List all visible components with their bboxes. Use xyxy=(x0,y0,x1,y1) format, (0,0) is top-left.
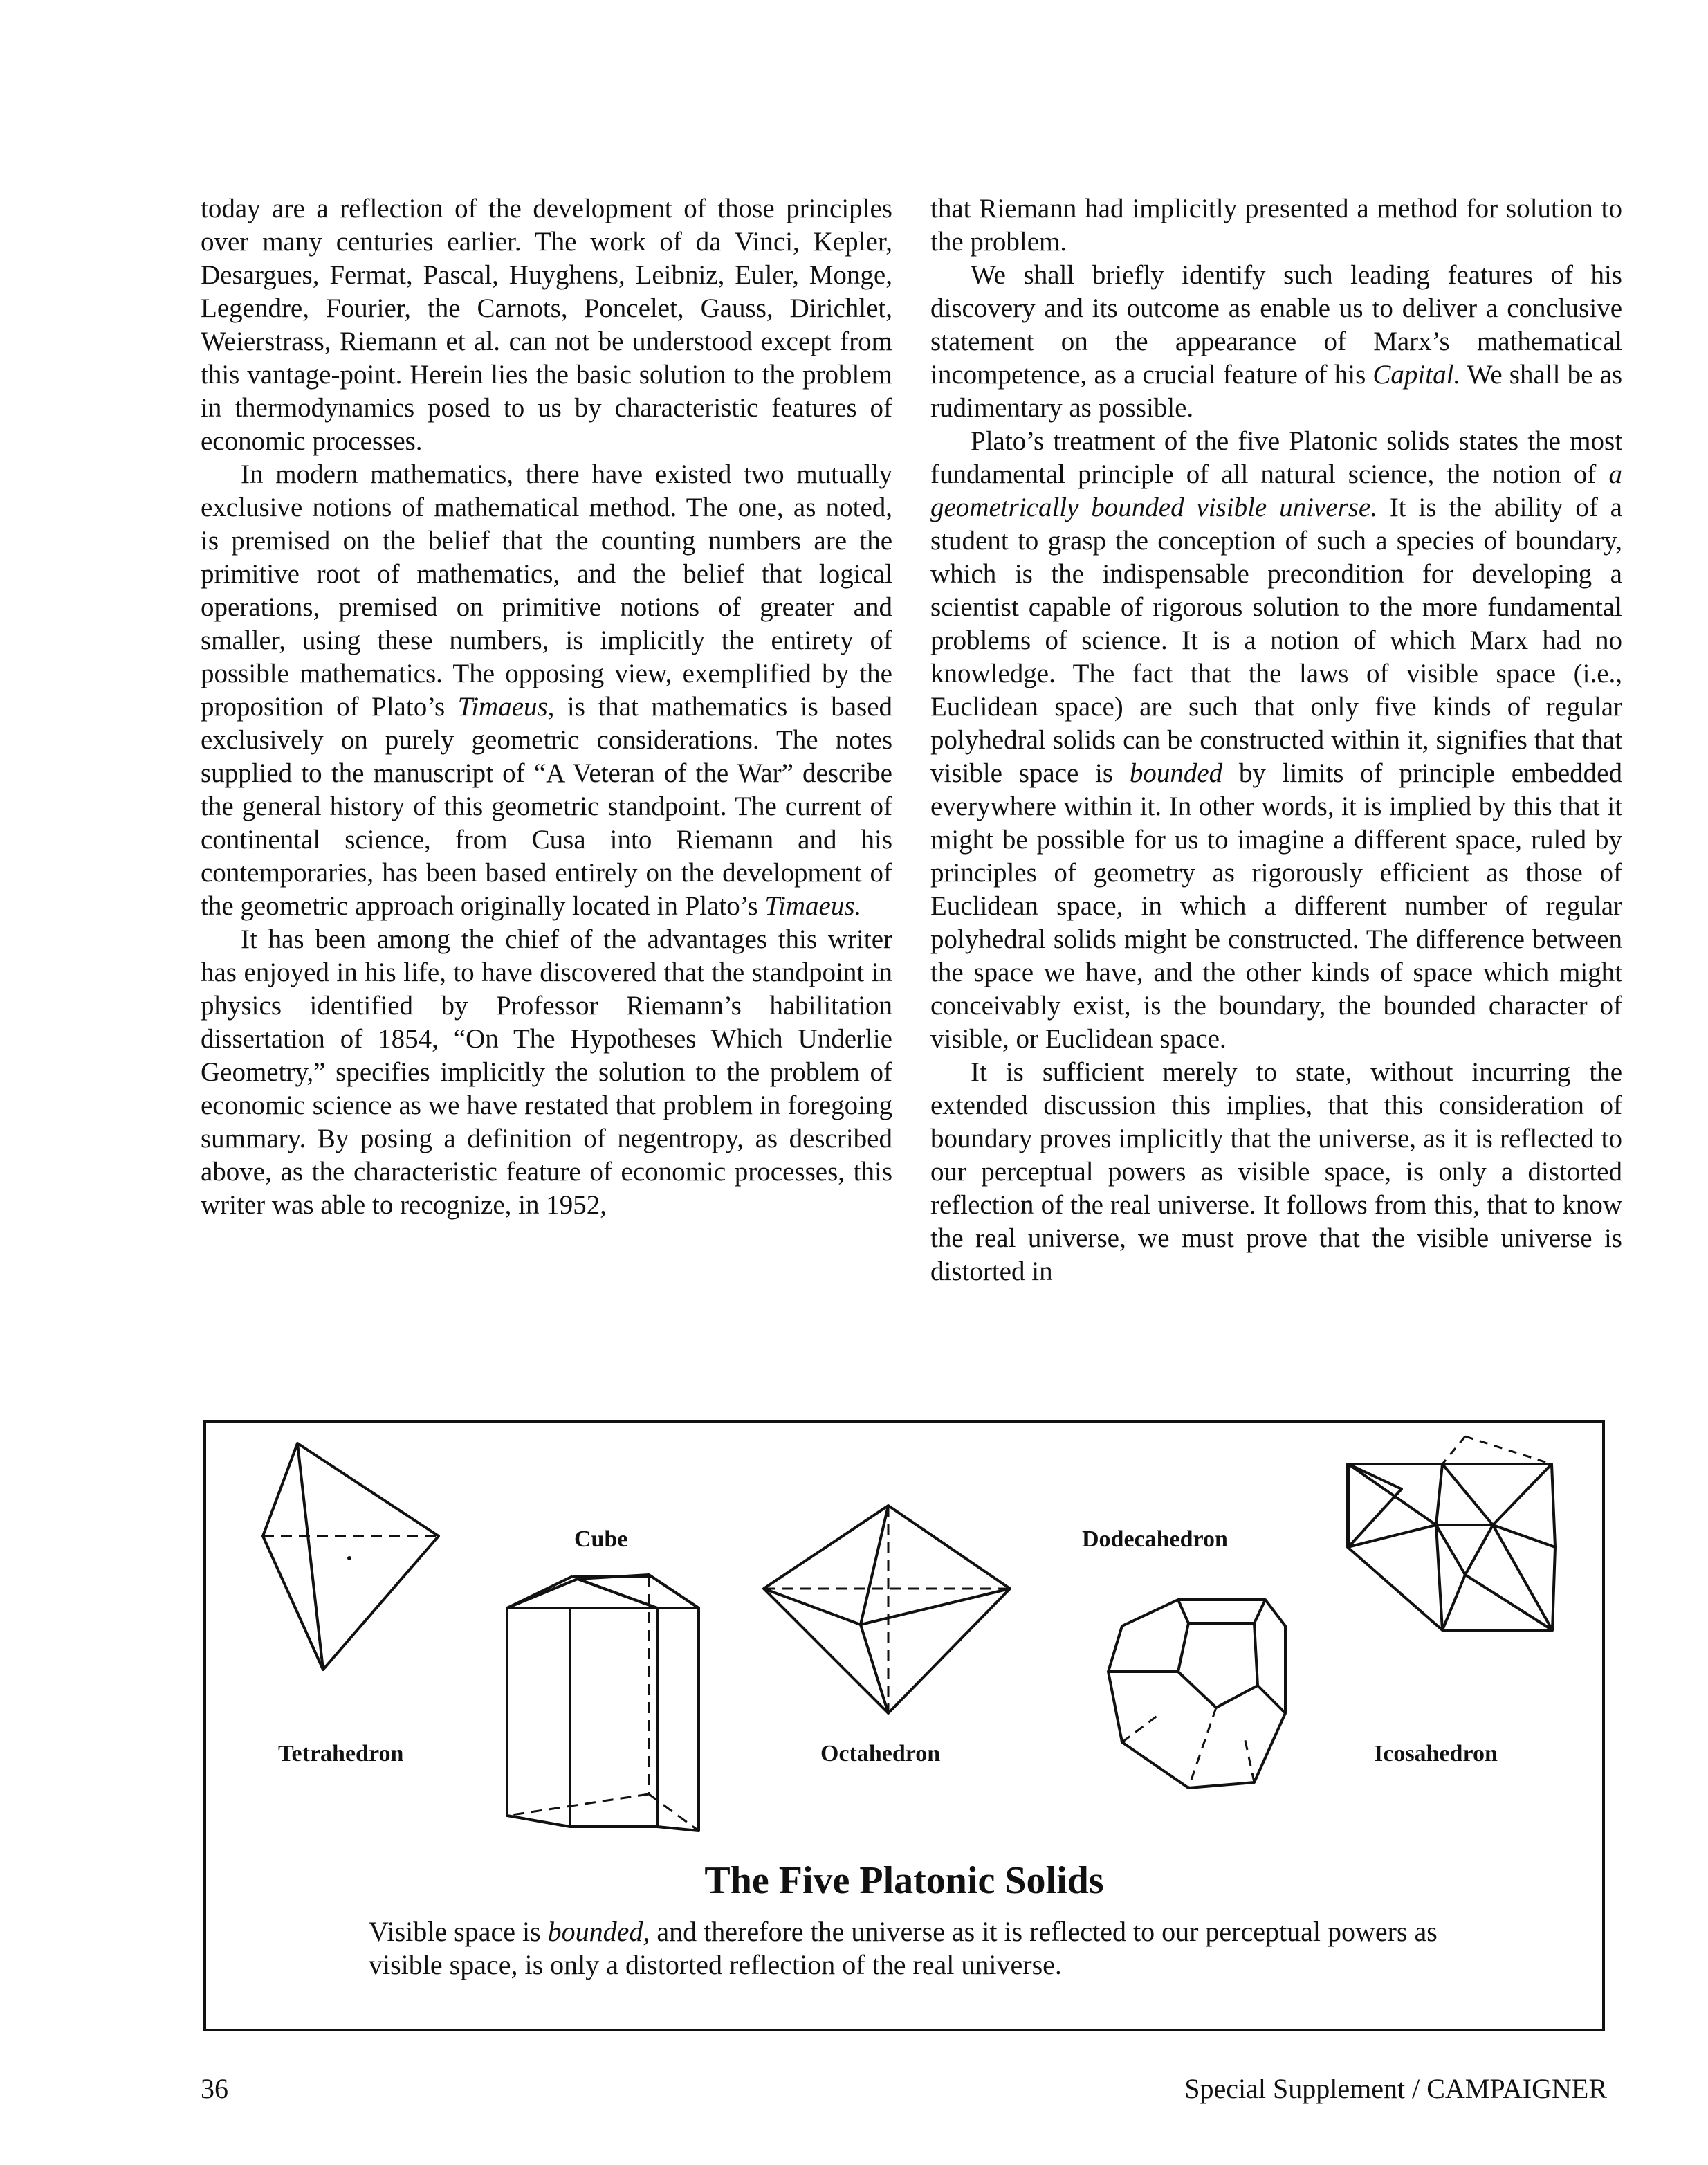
cube-icon xyxy=(507,1575,699,1831)
paragraph: We shall briefly identify such leading features of his discovery and its outcome as enable us to deliver a conclusive statement on the appearance of Marx’s mathematical incompetence, as a crucial feature of his Capital. We shall be as rudimentary as possible. xyxy=(930,260,1623,423)
dodecahedron-label: Dodecahedron xyxy=(1082,1526,1228,1552)
figure-caption: Visible space is bounded, and therefore the universe as it is reflected to our perceptual powers as visible space, is only a distorted reflection of the real universe. xyxy=(369,1916,1438,1980)
cube-label: Cube xyxy=(574,1526,628,1552)
left-column xyxy=(201,192,892,1222)
paragraph: Plato’s treatment of the five Platonic solids states the most fundamental principle of all natural science, the notion of a geometrically bounded visible universe. It is the ability of a student to grasp the conception of such a species of boundary, which is the indispensable precondition for developing a scientist capable of rigorous solution to the more fundamental problems of science. It is a notion of which Marx had no knowledge. The fact that the laws of visible space (i.e., Euclidean space) are such that only five kinds of regular polyhedral solids can be constructed within it, signifies that that visible space is bounded by limits of principle embedded everywhere within it. In other words, it is implied by this that it might be possible for us to imagine a different space, ruled by principles of geometry as rigorously efficient as those of Euclidean space, in which a different number of regular polyhedral solids might be constructed. The difference between the space we have, and the other kinds of space which might conceivably exist, is the boundary, the bounded character of visible, or Euclidean space. xyxy=(930,426,1622,1054)
paragraph: It is sufficient merely to state, without incurring the extended discussion this implies, that this consideration of boundary proves implicitly that the universe, as it is reflected to our perceptual powers as visible space, is only a distorted reflection of the real universe. It follows from this, that to know the real universe, we must prove that the visible universe is distorted in xyxy=(930,1057,1622,1286)
tetrahedron-icon xyxy=(263,1443,439,1670)
platonic-solids-figure xyxy=(203,1420,1605,2031)
paragraph: It has been among the chief of the advantages this writer has enjoyed in his life, to have discovered that the standpoint in physics identified by Professor Riemann’s habilitation dissertation of 1854, “On The Hypotheses Which Underlie Geometry,” specifies implicitly the solution to the problem of economic science as we have restated that problem in foregoing summary. By posing a definition of negentropy, as described above, as the characteristic feature of economic processes, this writer was able to recognize, in 1952, xyxy=(201,924,892,1220)
paragraph: In modern mathematics, there have existed two mutually exclusive notions of mathematical method. The one, as noted, is premised on the belief that the counting numbers are the primitive root of mathematics, and the belief that logical operations, premised on primitive notions of greater and smaller, using these numbers, is implicitly the entirety of possible mathematics. The opposing view, exemplified by the proposition of Plato’s Timaeus, is that mathematics is based exclusively on purely geometric considerations. The notes supplied to the manuscript of “A Veteran of the War” describe the general history of this geometric standpoint. The current of continental science, from Cusa into Riemann and his contemporaries, has been based entirely on the development of the geometric approach originally located in Plato’s Timaeus. xyxy=(201,459,893,921)
octahedron-icon xyxy=(764,1506,1010,1713)
icosahedron-label: Icosahedron xyxy=(1374,1741,1498,1766)
tetrahedron-label: Tetrahedron xyxy=(278,1741,404,1766)
dodecahedron-icon xyxy=(1108,1600,1285,1788)
icosahedron-icon xyxy=(1348,1436,1555,1630)
paragraph: that Riemann had implicitly presented a method for solution to the problem. xyxy=(930,194,1622,257)
figure-title: The Five Platonic Solids xyxy=(704,1859,1104,1902)
octahedron-label: Octahedron xyxy=(820,1741,941,1766)
paragraph: today are a reflection of the development of those principles over many centuries earlier. The work of da Vinci, Kepler, Desargues, Fermat, Pascal, Huyghens, Leibniz, Euler, Monge, Legendre, Fourier, the Carnots, Poncelet, Gauss, Dirichlet, Weierstrass, Riemann et al. can not be understood except from this vantage-point. Herein lies the basic solution to the problem in thermodynamics posed to us by characteristic features of economic processes. xyxy=(201,194,892,456)
page-number: 36 xyxy=(201,2073,228,2104)
running-title: Special Supplement / CAMPAIGNER xyxy=(1184,2073,1607,2104)
right-column xyxy=(930,192,1622,1288)
